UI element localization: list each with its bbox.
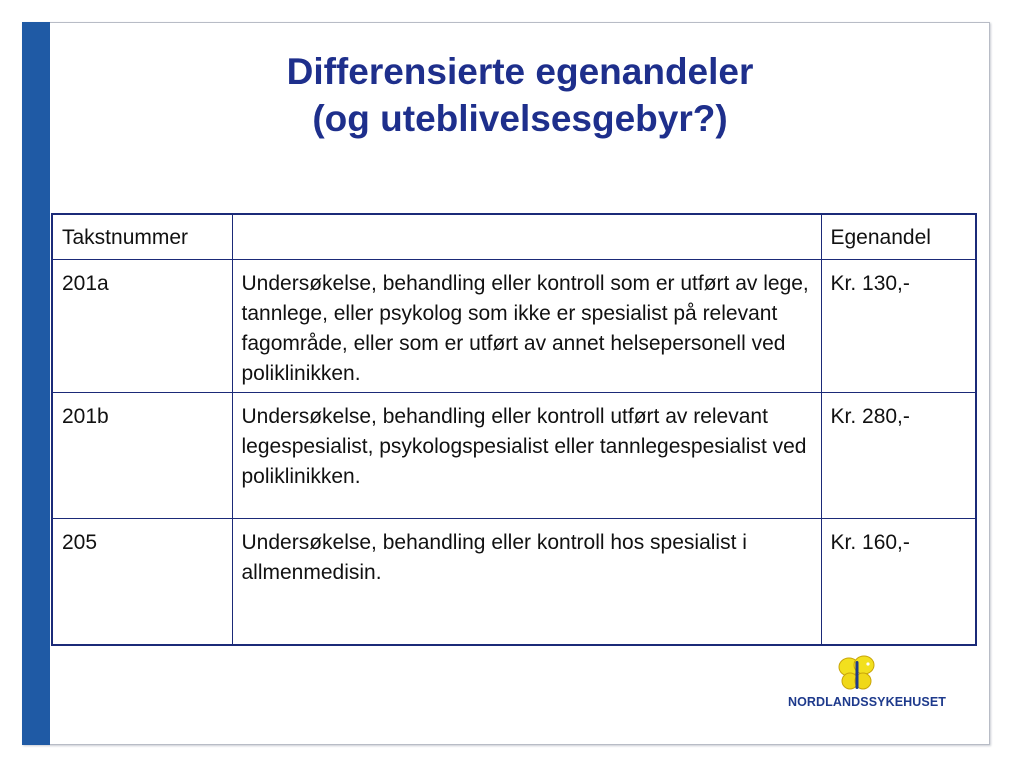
- row-code: 201b: [52, 392, 232, 518]
- table-row: [52, 392, 976, 518]
- row-fee: Kr. 280,-: [821, 392, 976, 518]
- header-egenandel: Egenandel: [821, 214, 976, 259]
- row-fee: Kr. 160,-: [821, 518, 976, 645]
- row-code: 201a: [52, 259, 232, 392]
- logo-text: NORDLANDSSYKEHUSET: [787, 695, 947, 709]
- row-fee: Kr. 130,-: [821, 259, 976, 392]
- fee-table: [51, 213, 977, 646]
- table-header-row: [52, 214, 976, 259]
- table-row: [52, 518, 976, 645]
- row-description: Undersøkelse, behandling eller kontroll som er utført av lege, tannlege, eller psykolog som ikke er spesialist på relevant fagområde, eller som er utført av annet helsepersonell ved poliklinikken.: [232, 259, 821, 392]
- row-description: Undersøkelse, behandling eller kontroll hos spesialist i allmenmedisin.: [232, 518, 821, 645]
- nordlandssykehuset-logo: [782, 655, 952, 715]
- butterfly-icon: [837, 655, 877, 693]
- slide-title-line-1: Differensierte egenandeler: [286, 51, 754, 92]
- slide-title-line-2: (og uteblivelsesgebyr?): [312, 98, 728, 139]
- row-description: Undersøkelse, behandling eller kontroll utført av relevant legespesialist, psykologspesialist eller tannlegespesialist ved poliklinikken.: [232, 392, 821, 518]
- slide-title: [50, 48, 990, 142]
- table-row: [52, 259, 976, 392]
- row-code: 205: [52, 518, 232, 645]
- header-description: [232, 214, 821, 259]
- header-takstnummer: Takstnummer: [52, 214, 232, 259]
- left-accent-bar: [22, 22, 50, 745]
